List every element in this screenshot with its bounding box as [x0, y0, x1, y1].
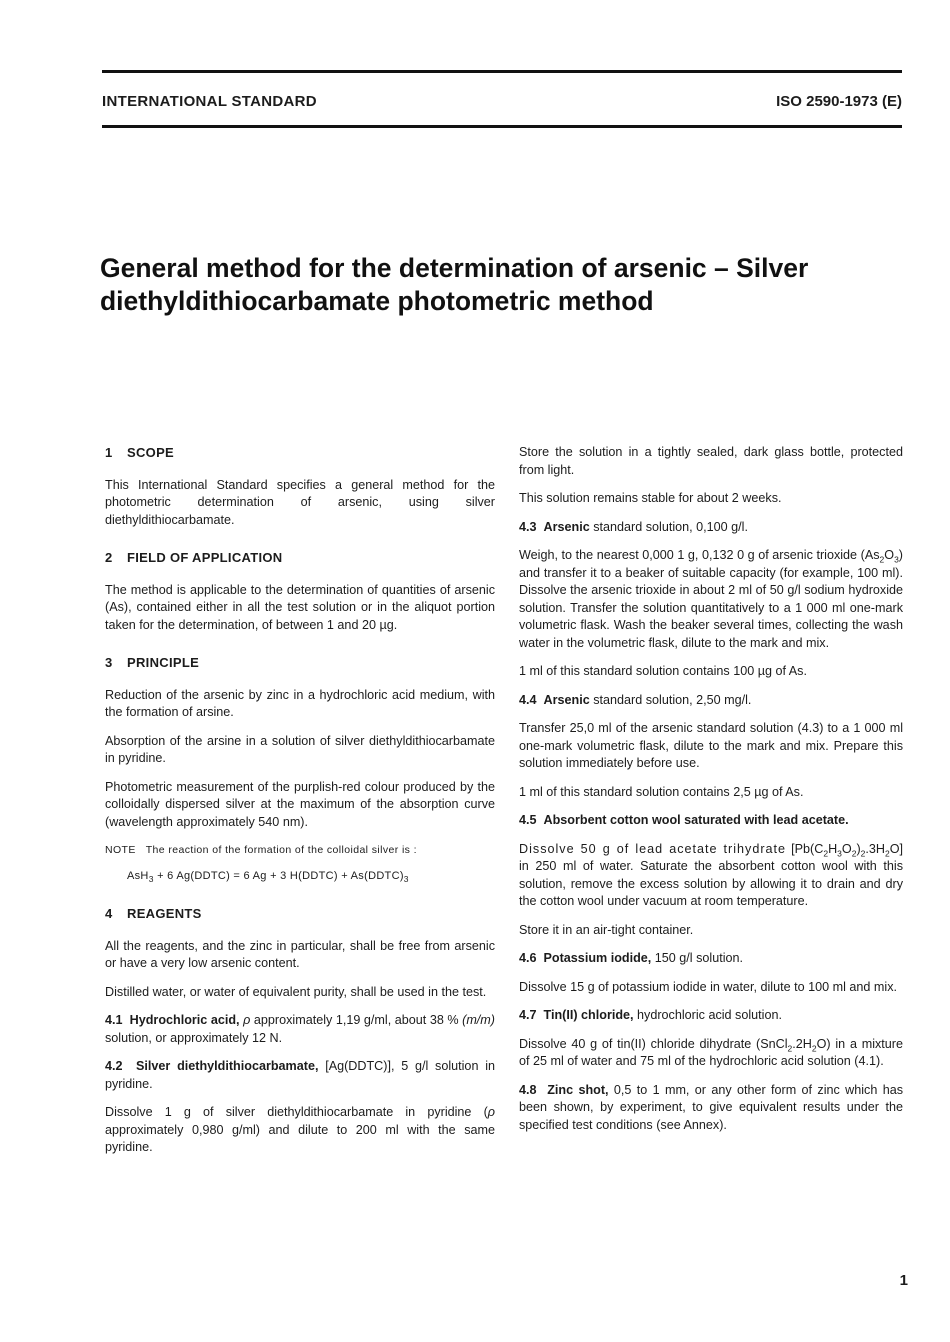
scope-text: This International Standard specifies a general method for the photometric determination of arsenic, using silver diethyldithiocarbamate.: [105, 477, 495, 527]
title-line-1: General method for the determination of arsenic – Silver: [100, 253, 809, 283]
reagent-4-2-para-3: This solution remains stable for about 2 weeks.: [519, 491, 782, 505]
section-heading-scope: 1 SCOPE: [105, 445, 175, 460]
principle-para-2: Absorption of the arsine in a solution of silver diethyldithiocarbamate in pyridine.: [105, 733, 495, 765]
reagents-para-1: All the reagents, and the zinc in particular, shall be free from arsenic or have a very low arsenic content.: [105, 938, 495, 970]
reagent-4-5-para-1: Dissolve 50 g of lead acetate trihydrate $[Pb(C_2H_3O_2)_2.3H_2O]$ in 250 ml of water. Saturate the absorbent cotton wool with this solution, remove the excess solution by allowing it to drain and dry the cotton wool under vacuum at room temperature.: [519, 841, 904, 908]
reagent-4-1: 4.1 Hydrochloric acid, ρ approximately 1,19 g/ml, about 38 % (m/m) solution, or approximately 12 N.: [105, 1013, 495, 1045]
right-column: [519, 444, 903, 1145]
standard-label: INTERNATIONAL STANDARD: [102, 93, 317, 110]
document-title: [100, 252, 880, 318]
reagent-4-2-para-2: Store the solution in a tightly sealed, dark glass bottle, protected from light.: [519, 445, 903, 477]
reagent-4-7-para-1: Dissolve 40 g of tin(II) chloride dihydrate $(SnCl_2.2H_2O)$ in a mixture of 25 ml of water and 75 ml of the hydrochloric acid solution (4.1).: [519, 1036, 903, 1068]
reagents-para-2: Distilled water, or water of equivalent purity, shall be used in the test.: [105, 984, 487, 999]
title-line-2: diethyldithiocarbamate photometric method: [100, 286, 654, 316]
section-heading-principle: 3 PRINCIPLE: [105, 655, 200, 670]
reagent-4-3-para-2: 1 ml of this standard solution contains 100 µg of As.: [519, 664, 807, 678]
reagent-4-3-para-1: Weigh, to the nearest 0,000 1 g, 0,132 0 g of arsenic trioxide $(As_2O_3)$ and transfer it to a beaker of suitable capacity (for example, 100 ml). Dissolve the arsenic trioxide in about 2 ml of 50 g/l sodium hydroxide solution. Transfer the solution quantitatively to a 1 000 ml one-mark volumetric flask. Wash the beaker several times, collecting the wash water in the volumetric flask, dilute to the mark and mix.: [519, 548, 903, 650]
page-number: 1: [899, 1272, 908, 1289]
left-column: [105, 444, 495, 1168]
principle-note: NOTE The reaction of the formation of the colloidal silver is :: [105, 844, 417, 856]
section-heading-reagents: 4 REAGENTS: [105, 906, 202, 921]
reagent-4-2-para-1: Dissolve 1 g of silver diethyldithiocarbamate in pyridine (ρ approximately 0,980 g/ml) and dilute to 200 ml with the same pyridine.: [105, 1105, 495, 1154]
reagent-4-4-para-2: 1 ml of this standard solution contains 2,5 µg of As.: [519, 784, 804, 799]
standard-number: ISO 2590-1973 (E): [776, 93, 902, 110]
principle-para-3: Photometric measurement of the purplish-red colour produced by the colloidally dispersed silver at the maximum of the absorption curve (wavelength approximately 540 nm).: [105, 779, 495, 829]
reagent-4-4: 4.4 Arsenic standard solution, 2,50 mg/l.: [519, 692, 752, 707]
principle-para-1: Reduction of the arsenic by zinc in a hydrochloric acid medium, with the formation of arsine.: [105, 687, 495, 719]
reagent-4-3: 4.3 Arsenic standard solution, 0,100 g/l.: [519, 519, 748, 534]
reagent-4-6: 4.6 Potassium iodide, 150 g/l solution.: [519, 951, 744, 965]
reagent-4-6-para-1: Dissolve 15 g of potassium iodide in water, dilute to 100 ml and mix.: [519, 979, 898, 994]
section-heading-field: 2 FIELD OF APPLICATION: [105, 550, 283, 565]
header-bottom-rule: [102, 125, 902, 128]
reagent-4-5-para-2: Store it in an air-tight container.: [519, 922, 694, 937]
reagent-4-4-para-1: Transfer 25,0 ml of the arsenic standard solution (4.3) to a 1 000 ml one-mark volumetric flask, dilute to the mark and mix. Prepare this solution immediately before use.: [519, 721, 903, 770]
reagent-4-2: 4.2 Silver diethyldithiocarbamate, [Ag(DDTC)], 5 g/l solution in pyridine.: [105, 1059, 495, 1091]
header-top-rule: [102, 70, 902, 73]
reaction-formula: AsH$_3$ + 6 Ag(DDTC) = 6 Ag + 3 H(DDTC) + $As(DDTC)_3$: [127, 869, 409, 884]
reagent-4-5: 4.5 Absorbent cotton wool saturated with lead acetate.: [519, 813, 849, 827]
field-text: The method is applicable to the determination of quantities of arsenic (As), contained either in all the test solution or in the aliquot portion taken for the determination, of between 1 and 20 µg.: [105, 582, 495, 632]
reagent-4-7: 4.7 Tin(II) chloride, hydrochloric acid solution.: [519, 1008, 782, 1022]
reagent-4-8: 4.8 Zinc shot, 0,5 to 1 mm, or any other form of zinc which has been shown, by experiment, to give equivalent results under the specified test conditions (see Annex).: [519, 1082, 904, 1132]
